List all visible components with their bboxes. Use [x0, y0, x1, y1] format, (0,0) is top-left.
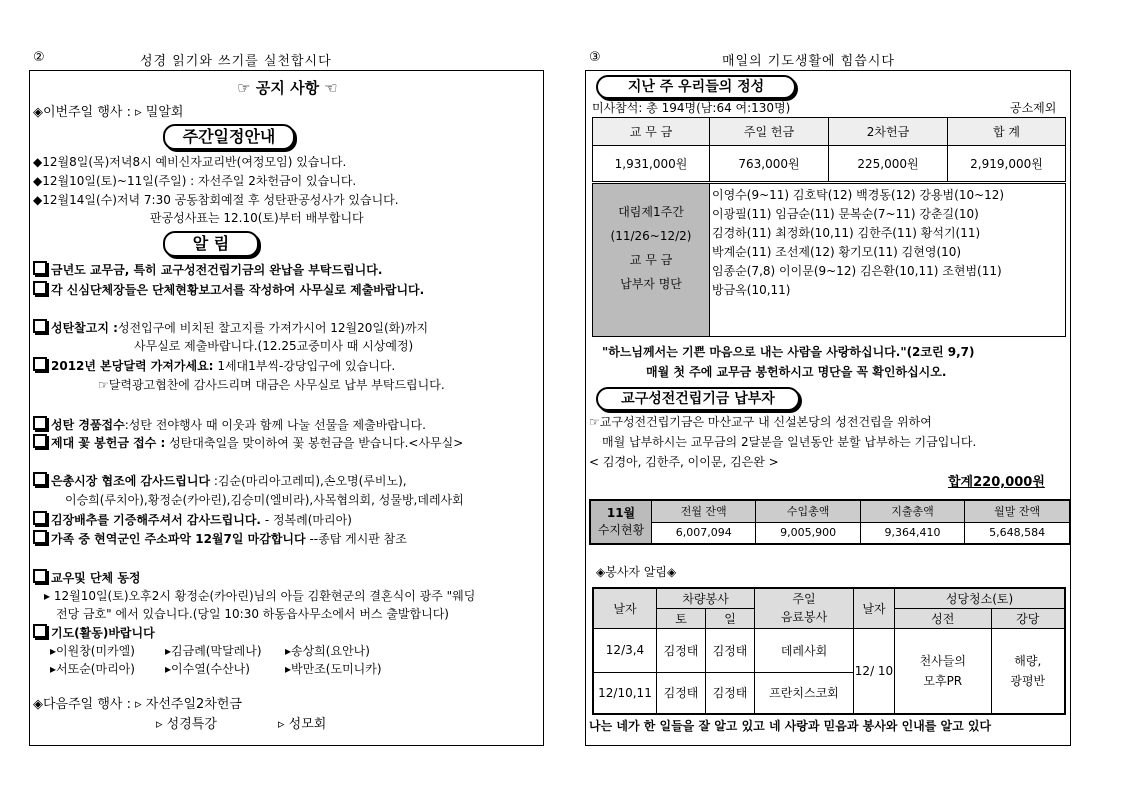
balance-value: 9,364,410 — [860, 522, 964, 544]
service-sat: 김정태 — [657, 628, 706, 672]
balance-month-cell — [590, 500, 652, 544]
checkbox-icon — [33, 281, 47, 295]
schedule-title: 주간일정안내 — [163, 124, 295, 150]
left-panel — [29, 70, 544, 746]
right-page-number: ③ — [589, 50, 602, 65]
balance-label: 수지현황 — [597, 523, 645, 537]
prayer-name: ▸서또순(마리아) — [50, 662, 135, 676]
service-sat: 김정태 — [657, 672, 706, 714]
fund-title: 교구성전건립기금 납부자 — [596, 387, 800, 411]
service-date: 12/10,11 — [593, 672, 657, 714]
service-date: 12/3,4 — [593, 628, 657, 672]
service-title: ◈봉사자 알림◈ — [596, 565, 677, 579]
notice-title: ☞ 공지 사항 ☜ — [237, 79, 338, 97]
gift-text: :성탄 전야행사 때 이웃과 함께 나눌 선물을 제출바랍니다. — [124, 418, 426, 432]
service-header-drink-1: 주일 — [792, 592, 816, 607]
flower-label: 제대 꽃 봉헌금 접수 : — [51, 436, 166, 450]
clean-hall — [991, 628, 1065, 714]
fund-total: 합계220,000원 — [948, 475, 1045, 490]
market-text-2: 이승희(루치아),황정순(카아린),김승미(엘비라),사목협의회, 성물방,데레사회 — [65, 493, 464, 507]
clean-sanct-line: 천사들의 — [919, 653, 966, 668]
service-drink: 프란치스코회 — [755, 672, 854, 714]
alarm-text: 금년도 교무금, 특히 교구성전건립기금의 완납을 부탁드립니다. — [51, 263, 383, 277]
checkbox-icon — [33, 319, 47, 333]
attendance-note: 공소제외 — [1010, 101, 1057, 115]
alarm-title: 알 림 — [163, 231, 259, 257]
xmas-notice — [33, 319, 428, 336]
offering-value: 763,000원 — [710, 146, 829, 182]
xmas-label: 성탄찰고지 : — [51, 321, 118, 335]
schedule-item: ◆12월8일(목)저녁8시 예비신자교리반(여정모임) 있습니다. — [33, 155, 347, 169]
flower-notice — [33, 434, 463, 451]
balance-value: 9,005,900 — [756, 522, 860, 544]
calendar-text: 1세대1부씩-강당입구에 있습니다. — [217, 359, 396, 373]
service-header-date-2: 날자 — [854, 588, 895, 628]
service-drink: 데레사회 — [755, 628, 854, 672]
news-section — [33, 569, 141, 586]
prayer-name: ▸송상희(요안나) — [285, 644, 370, 658]
checkbox-icon — [33, 472, 47, 486]
alarm-item — [33, 261, 382, 278]
donor-list — [712, 186, 1004, 300]
prayer-name: ▸박만조(도미니카) — [285, 662, 382, 676]
donor-line: 방금옥(10,11) — [712, 283, 791, 297]
fund-text-2: 매월 납부하시는 교무금의 2달분을 일년동안 분할 납부하는 기금입니다. — [602, 435, 977, 449]
right-page-title: 매일의 기도생활에 힘씁시다 — [722, 54, 895, 69]
calendar-label: 2012년 본당달력 가져가세요: — [51, 359, 214, 373]
offering-table — [592, 117, 1066, 182]
right-panel — [585, 70, 1071, 746]
schedule-item: ◆12월14일(수)저녁 7:30 공동참회예절 후 성탄판공성사가 있습니다. — [33, 193, 399, 207]
checkbox-icon — [33, 511, 47, 525]
offering-value: 2,919,000원 — [948, 146, 1066, 182]
clean-hall-line: 광평반 — [1010, 673, 1046, 688]
service-table — [592, 587, 1066, 715]
checkbox-icon — [33, 434, 47, 448]
donor-line: 이광필(11) 임금순(11) 문복순(7~11) 강춘길(10) — [712, 207, 979, 221]
checkbox-icon — [33, 569, 47, 583]
service-sun: 김정태 — [706, 672, 755, 714]
news-title: 교우및 단체 동정 — [51, 571, 141, 585]
service-header-drink — [755, 588, 854, 628]
donor-line: 박계순(11) 조선제(12) 황기모(11) 김현영(10) — [712, 245, 962, 259]
service-header-sat: 토 — [657, 608, 706, 628]
kimchi-text: - 정복례(마리아) — [264, 513, 352, 527]
offering-value: 225,000원 — [829, 146, 948, 182]
balance-header: 전월 잔액 — [652, 500, 756, 522]
prayer-section — [33, 624, 155, 641]
address-notice — [33, 530, 407, 547]
quote: "하느님께서는 기쁜 마음으로 내는 사람을 사랑하십니다."(2코린 9,7) — [602, 345, 975, 359]
attendance: 미사참석: 총 194명(남:64 여:130명) — [592, 101, 791, 115]
offering-header: 합 계 — [948, 118, 1066, 146]
kimchi-notice — [33, 511, 352, 528]
donor-label: 교 무 금 — [629, 253, 673, 267]
donor-line: 이영수(9~11) 김호탁(12) 백경동(12) 강용범(10~12) — [712, 188, 1005, 202]
bottom-quote: 나는 네가 한 일들을 잘 알고 있고 네 사랑과 믿음과 봉사와 인내를 알고 있다 — [589, 719, 992, 733]
prayer-name: ▸김금례(막달레나) — [165, 644, 262, 658]
news-item: ▸ 12월10일(토)오후2시 황정순(카아린)님의 아들 김환현군의 결혼식이 광주 "웨딩 — [44, 589, 476, 603]
checkbox-icon — [33, 416, 47, 430]
market-text: :김순(마리아고레띠),손오명(루비노), — [213, 474, 407, 488]
news-item-2: 전당 금호" 에서 있습니다.(당일 10:30 하동읍사무소에서 버스 출발합니다) — [56, 607, 449, 621]
xmas-text-2: 사무실로 제출바랍니다.(12.25교중미사 때 시상예정) — [134, 339, 414, 353]
offering-value: 1,931,000원 — [593, 146, 710, 182]
flower-text: 성탄대축일을 맞이하여 꽃 봉헌금을 받습니다.<사무실> — [169, 436, 464, 450]
xmas-text: 성전입구에 비치된 찰고지를 가져가시어 12월20일(화)까지 — [117, 321, 429, 335]
clean-sanct — [895, 628, 992, 714]
service-header-sanct: 성전 — [895, 608, 992, 628]
donor-line: 임종순(7,8) 이이문(9~12) 김은환(10,11) 조현범(11) — [712, 264, 1002, 278]
donor-label-box — [592, 183, 710, 337]
market-notice — [33, 472, 407, 489]
quote-2: 매월 첫 주에 교무금 봉헌하시고 명단을 꼭 확인하십시오. — [646, 365, 947, 379]
balance-header: 지출총액 — [860, 500, 964, 522]
address-text: --종탑 게시판 참조 — [309, 532, 407, 546]
left-page-title: 성경 읽기와 쓰기를 실천합시다 — [140, 54, 332, 69]
offering-header: 2차헌금 — [829, 118, 948, 146]
prayer-name: ▸이수열(수산나) — [165, 662, 250, 676]
donor-line: 김경하(11) 최정화(10,11) 김한주(11) 황석기(11) — [712, 226, 981, 240]
offering-title: 지난 주 우리들의 정성 — [596, 75, 796, 99]
service-header-hall: 강당 — [991, 608, 1065, 628]
checkbox-icon — [33, 624, 47, 638]
address-label: 가족 중 현역군인 주소파악 12월7일 마감합니다 — [51, 532, 306, 546]
balance-table — [589, 499, 1071, 545]
service-sun: 김정태 — [706, 628, 755, 672]
schedule-item: ◆12월10일(토)~11일(주일) : 자선주일 2차헌금이 있습니다. — [33, 174, 357, 188]
next-week-event: ◈다음주일 행사 : ▹ 자선주일2차헌금 — [33, 697, 242, 712]
offering-header: 주일 헌금 — [710, 118, 829, 146]
left-page-number: ② — [33, 50, 46, 65]
service-header-car: 차량봉사 — [657, 588, 755, 608]
clean-date: 12/ 10 — [854, 628, 895, 714]
calendar-notice — [33, 357, 395, 374]
alarm-text: 각 신심단체장들은 단체현황보고서를 작성하여 사무실로 제출바랍니다. — [51, 283, 425, 297]
service-header-date: 날자 — [593, 588, 657, 628]
service-header-clean: 성당청소(토) — [895, 588, 1066, 608]
gift-notice — [33, 416, 426, 433]
kimchi-label: 김장배추를 기증해주셔서 감사드립니다. — [51, 513, 261, 527]
donor-label: 납부자 명단 — [620, 277, 682, 291]
balance-header: 월말 잔액 — [965, 500, 1070, 522]
donor-label: (11/26~12/2) — [610, 229, 692, 243]
service-header-sun: 일 — [706, 608, 755, 628]
donor-label: 대림제1주간 — [618, 205, 684, 219]
next-week-item: ▹ 성경특강 — [156, 717, 217, 732]
next-week-item: ▹ 성모회 — [278, 717, 327, 732]
prayer-name: ▸이원창(미카엘) — [50, 644, 135, 658]
checkbox-icon — [33, 357, 47, 371]
clean-hall-line: 해량, — [1014, 653, 1042, 668]
calendar-text-2: ☞달력광고협찬에 감사드리며 대금은 사무실로 납부 부탁드립니다. — [98, 378, 445, 392]
balance-value: 5,648,584 — [965, 522, 1070, 544]
fund-text: ☞교구성전건립기금은 마산교구 내 신설본당의 성전건립을 위하여 — [589, 415, 932, 429]
checkbox-icon — [33, 530, 47, 544]
clean-sanct-line: 모후PR — [923, 673, 963, 688]
offering-header: 교 무 금 — [593, 118, 710, 146]
gift-label: 성탄 경품접수 — [51, 418, 125, 432]
prayer-title: 기도(활동)바랍니다 — [51, 626, 155, 640]
balance-header: 수입총액 — [756, 500, 860, 522]
balance-month: 11월 — [606, 506, 636, 520]
market-label: 은총시장 협조에 감사드립니다 — [51, 474, 211, 488]
balance-value: 6,007,094 — [652, 522, 756, 544]
this-week-event: ◈이번주일 행사 : ▹ 밀알회 — [33, 105, 184, 120]
checkbox-icon — [33, 261, 47, 275]
schedule-item: 판공성사표는 12.10(토)부터 배부합니다 — [150, 211, 364, 225]
service-header-drink-2: 음료봉사 — [780, 610, 828, 625]
fund-names: < 김경아, 김한주, 이이문, 김은완 > — [589, 455, 779, 469]
alarm-item — [33, 281, 424, 298]
